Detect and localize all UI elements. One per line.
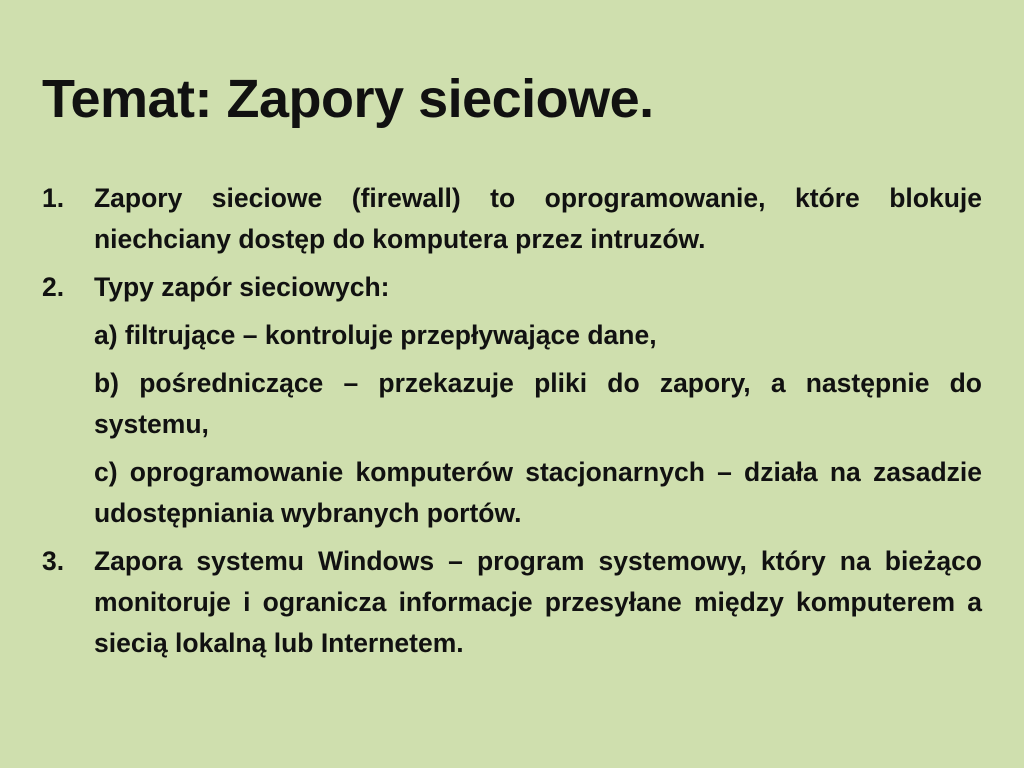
list-item-3	[42, 541, 982, 664]
subitem-c: c) oprogramowanie komputerów stacjonarnych – działa na zasadzie udostępniania wybranych portów.	[94, 457, 982, 528]
list-text-3: Zapora systemu Windows – program systemowy, który na bieżąco monitoruje i ogranicza informacje przesyłane między komputerem a siecią lokalną lub Internetem.	[94, 546, 982, 658]
list-number-2: 2.	[42, 272, 65, 302]
list-text-2: Typy zapór sieciowych:	[94, 272, 390, 302]
slide-content	[42, 178, 982, 671]
subitem-a: a) filtrujące – kontroluje przepływające dane,	[94, 320, 657, 350]
list-number-1: 1.	[42, 183, 65, 213]
slide-title: Temat: Zapory sieciowe.	[42, 69, 654, 129]
list-item-2	[42, 267, 982, 308]
list-number-3: 3.	[42, 546, 65, 576]
subitem-b: b) pośredniczące – przekazuje pliki do zapory, a następnie do systemu,	[94, 368, 982, 439]
list-item-1	[42, 178, 982, 260]
list-text-1: Zapory sieciowe (firewall) to oprogramowanie, które blokuje niechciany dostęp do komputera przez intruzów.	[94, 183, 982, 254]
